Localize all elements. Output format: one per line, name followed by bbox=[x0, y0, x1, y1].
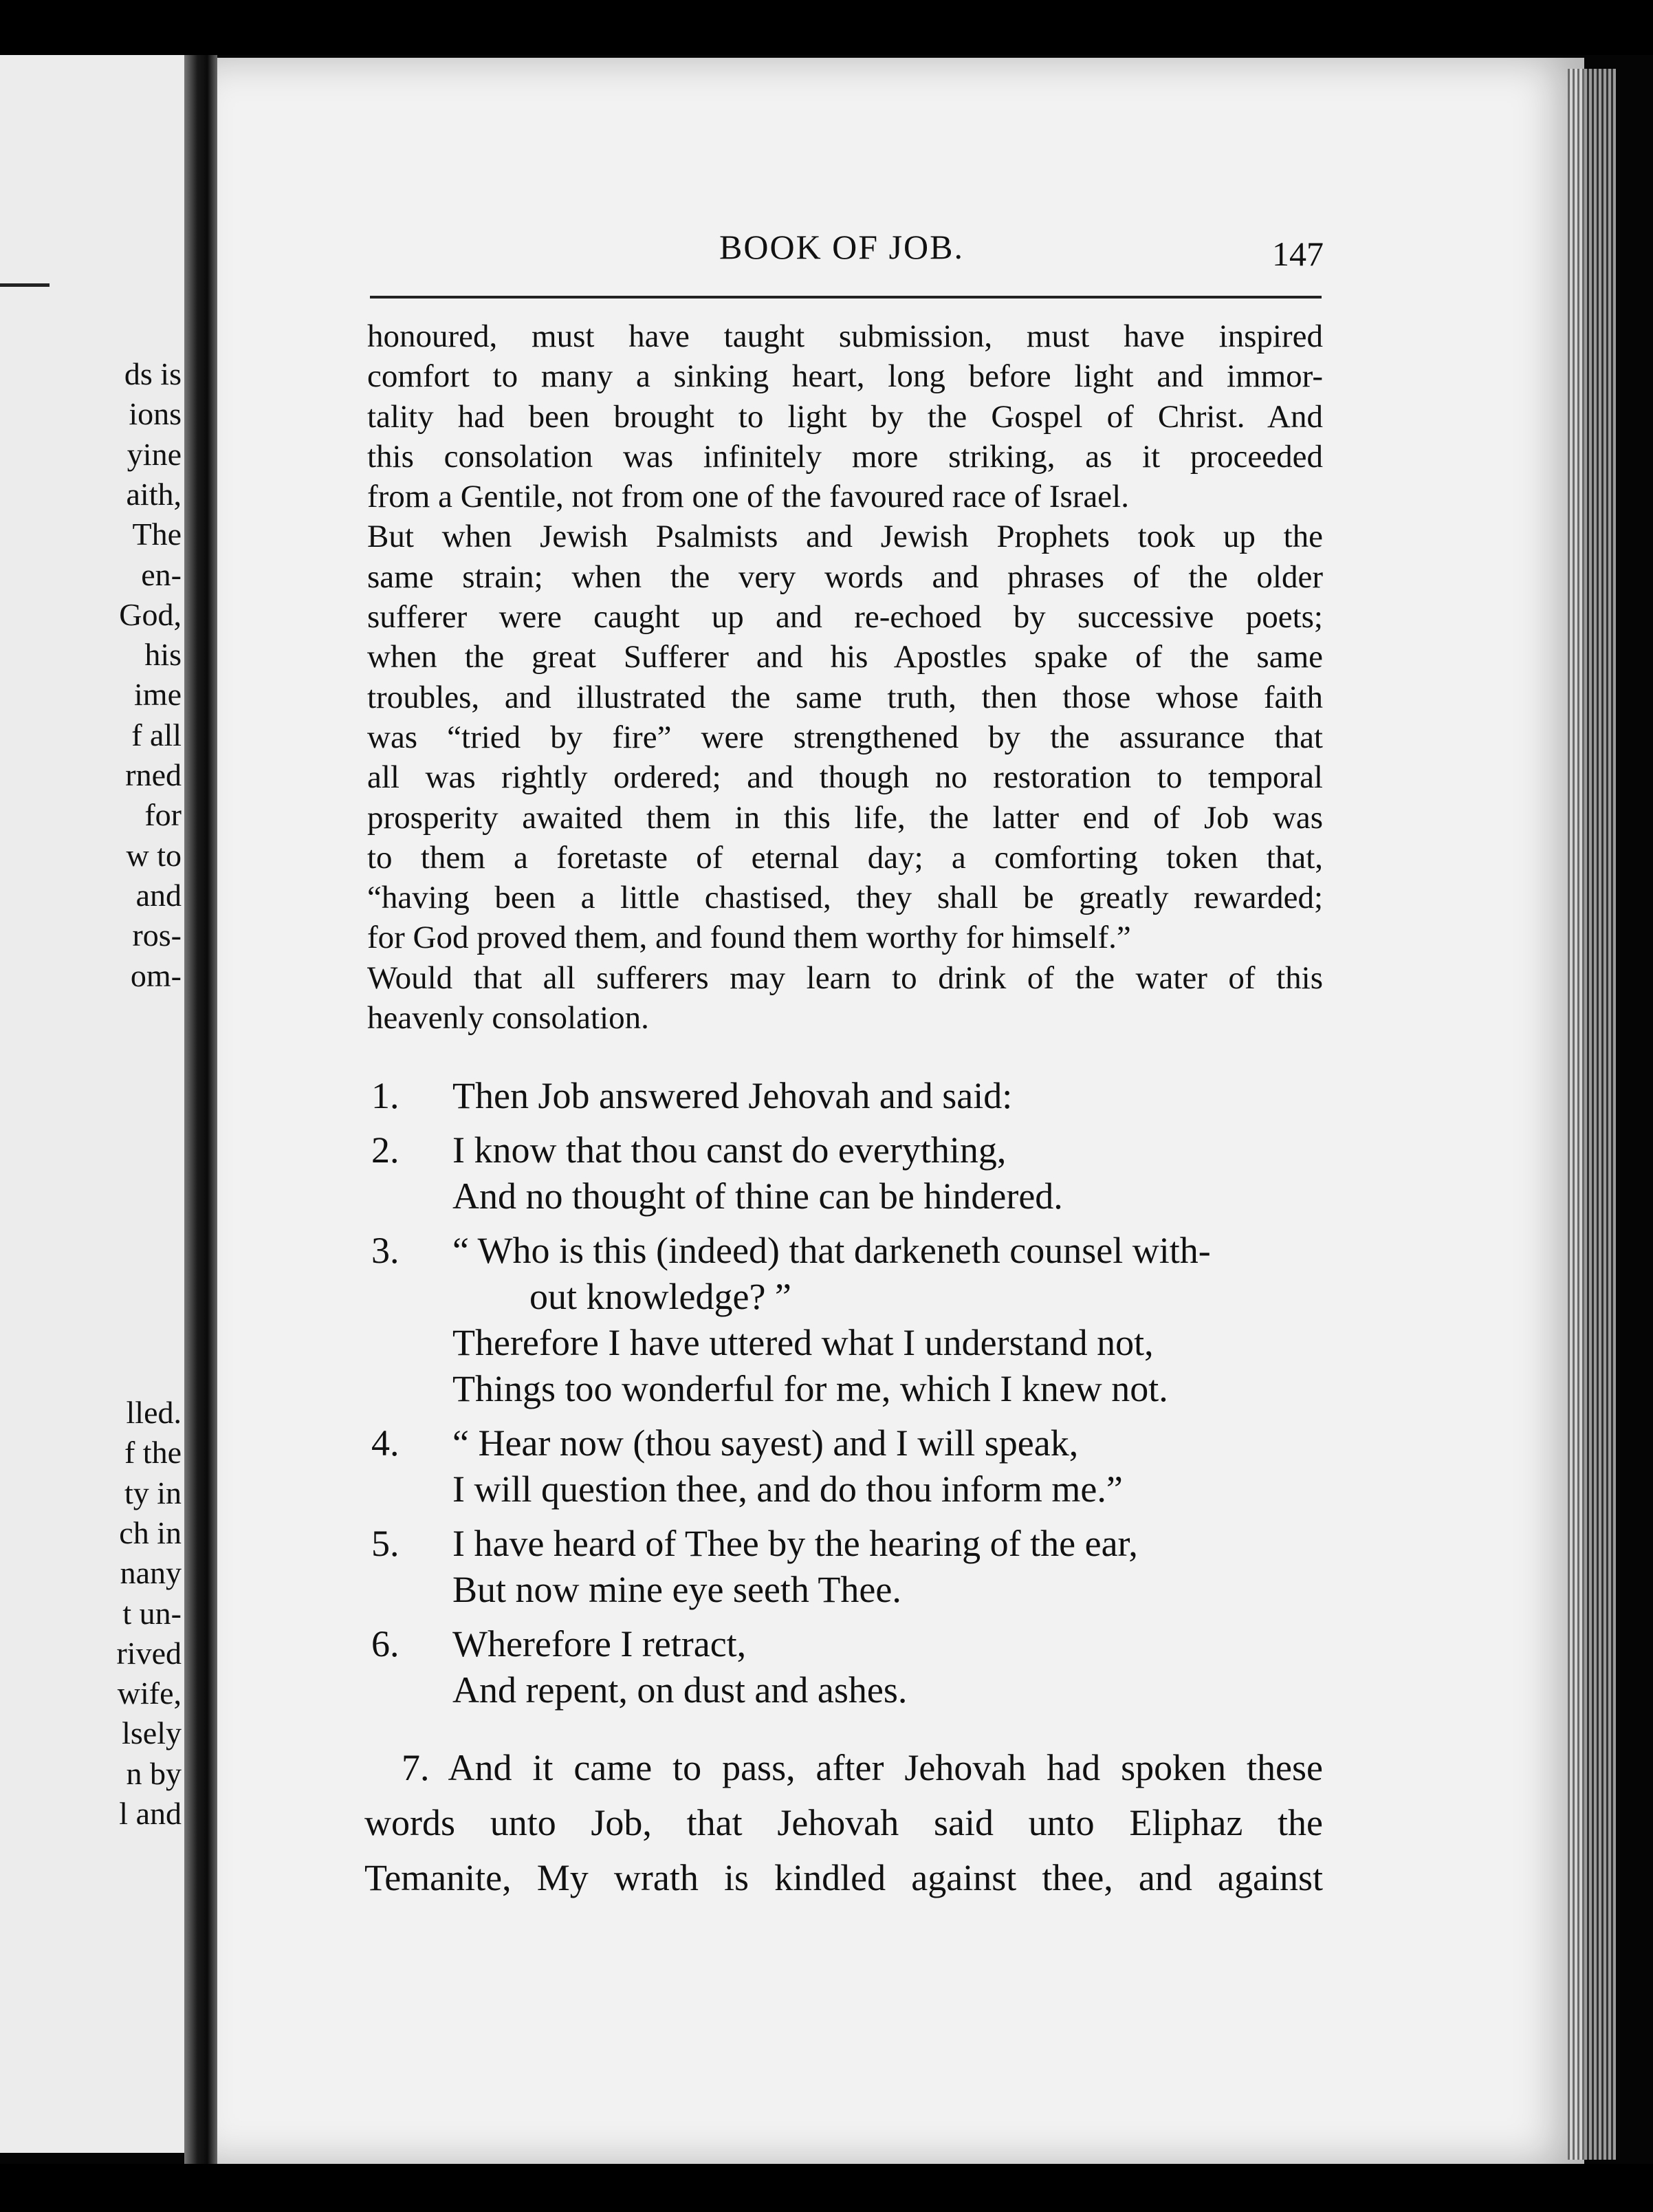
prose-line: when the great Sufferer and his Apostles spake of the same bbox=[367, 639, 1323, 675]
facing-page-fragment: ions bbox=[129, 396, 182, 432]
verse-line: Therefore I have uttered what I understand not, bbox=[452, 1322, 1154, 1363]
prose-line: for God proved them, and found them worthy for himself.” bbox=[367, 920, 1131, 956]
facing-page-fragment: om- bbox=[130, 957, 182, 993]
verse-number: 3. bbox=[371, 1230, 399, 1271]
facing-page-fragment: l and bbox=[119, 1796, 182, 1831]
verse-number: 5. bbox=[371, 1523, 399, 1564]
facing-page-fragment: ime bbox=[134, 677, 182, 713]
facing-page-fragment: ty in bbox=[124, 1475, 182, 1510]
prose-line: this consolation was infinitely more striking, as it proceeded bbox=[367, 438, 1323, 475]
facing-page-fragment: n by bbox=[126, 1755, 182, 1791]
facing-page-fragment: The bbox=[132, 517, 182, 552]
verse-number: 4. bbox=[371, 1422, 399, 1464]
facing-page-fragment: rned bbox=[125, 757, 182, 792]
facing-page-fragment: God, bbox=[119, 596, 182, 632]
prose-line: same strain; when the very words and phrases of the older bbox=[367, 559, 1323, 595]
verse-line: Wherefore I retract, bbox=[452, 1623, 747, 1665]
prose-line: tality had been brought to light by the Gospel of Christ. And bbox=[367, 398, 1323, 435]
prose-line: honoured, must have taught submission, must have inspired bbox=[367, 318, 1323, 354]
prose-line: “having been a little chastised, they shall be greatly rewarded; bbox=[367, 880, 1323, 916]
facing-page-fragment: w to bbox=[126, 837, 182, 873]
prose-line: Would that all sufferers may learn to drink of the water of this bbox=[367, 959, 1323, 996]
book-gutter bbox=[184, 55, 217, 2167]
facing-page-fragment: t un- bbox=[122, 1595, 182, 1631]
verse-line: “ Who is this (indeed) that darkeneth counsel with- bbox=[452, 1230, 1211, 1271]
facing-page-fragment: f all bbox=[131, 717, 182, 752]
facing-page-fragment: lsely bbox=[122, 1715, 182, 1751]
narrative-line: 7. And it came to pass, after Jehovah had spoken these bbox=[402, 1747, 1323, 1788]
prose-line: prosperity awaited them in this life, the latter end of Job was bbox=[367, 799, 1323, 836]
facing-page-fragment: and bbox=[135, 877, 182, 913]
verse-line: And repent, on dust and ashes. bbox=[452, 1669, 908, 1711]
facing-page-fragment: lled. bbox=[126, 1395, 182, 1430]
facing-page-fragment: nany bbox=[120, 1555, 182, 1591]
facing-page-fragment: ds is bbox=[124, 356, 182, 391]
narrative-line: Temanite, My wrath is kindled against thee, and against bbox=[364, 1857, 1323, 1898]
prose-line: comfort to many a sinking heart, long before light and immor- bbox=[367, 358, 1323, 395]
verse-line: But now mine eye seeth Thee. bbox=[452, 1569, 901, 1610]
prose-line: was “tried by fire” were strengthened by the assurance that bbox=[367, 719, 1323, 755]
facing-page-fragment: en- bbox=[141, 556, 182, 592]
header-rule bbox=[370, 296, 1322, 299]
prose-line: to them a foretaste of eternal day; a comforting token that, bbox=[367, 839, 1323, 876]
facing-page-fragment: for bbox=[144, 797, 182, 833]
verse-line: I know that thou canst do everything, bbox=[452, 1129, 1007, 1171]
page-edges bbox=[1568, 69, 1616, 2160]
verse-line: I will question thee, and do thou inform me.” bbox=[452, 1468, 1123, 1510]
scan-border-top bbox=[0, 0, 1653, 55]
verse-line: Things too wonderful for me, which I knew not. bbox=[452, 1368, 1168, 1409]
verse-number: 1. bbox=[371, 1075, 399, 1116]
facing-page-left bbox=[0, 55, 184, 2153]
facing-page-rule bbox=[0, 283, 50, 287]
facing-page-fragment: his bbox=[144, 637, 182, 673]
prose-line: heavenly consolation. bbox=[367, 1000, 649, 1037]
commentary-paragraph bbox=[367, 316, 1323, 1038]
scan-border-bottom bbox=[0, 2164, 1653, 2212]
prose-line: But when Jewish Psalmists and Jewish Prophets took up the bbox=[367, 519, 1323, 555]
verse-number: 2. bbox=[371, 1129, 399, 1171]
prose-line: all was rightly ordered; and though no restoration to temporal bbox=[367, 759, 1323, 796]
facing-page-fragment: aith, bbox=[126, 476, 182, 512]
prose-line: from a Gentile, not from one of the favoured race of Israel. bbox=[367, 479, 1129, 515]
verse-line: out knowledge? ” bbox=[529, 1276, 791, 1317]
facing-page-fragment: ros- bbox=[132, 918, 182, 953]
facing-page-fragment: f the bbox=[124, 1435, 182, 1471]
verse-line: I have heard of Thee by the hearing of the ear, bbox=[452, 1523, 1138, 1564]
verse-number: 6. bbox=[371, 1623, 399, 1665]
verse-line: Then Job answered Jehovah and said: bbox=[452, 1075, 1013, 1116]
page-number: 147 bbox=[1272, 235, 1324, 273]
verse-line: And no thought of thine can be hindered. bbox=[452, 1175, 1063, 1217]
facing-page-fragment: yine bbox=[127, 436, 182, 472]
verse-line: “ Hear now (thou sayest) and I will speak, bbox=[452, 1422, 1079, 1464]
prose-line: sufferer were caught up and re-echoed by successive poets; bbox=[367, 599, 1323, 636]
facing-page-fragment: wife, bbox=[117, 1676, 182, 1711]
prose-line: troubles, and illustrated the same truth, then those whose faith bbox=[367, 679, 1323, 715]
narrative-line: words unto Job, that Jehovah said unto Eliphaz the bbox=[364, 1802, 1323, 1843]
facing-page-fragment: rived bbox=[116, 1635, 182, 1671]
running-header: BOOK OF JOB. bbox=[719, 228, 965, 266]
facing-page-fragment: ch in bbox=[119, 1515, 182, 1550]
